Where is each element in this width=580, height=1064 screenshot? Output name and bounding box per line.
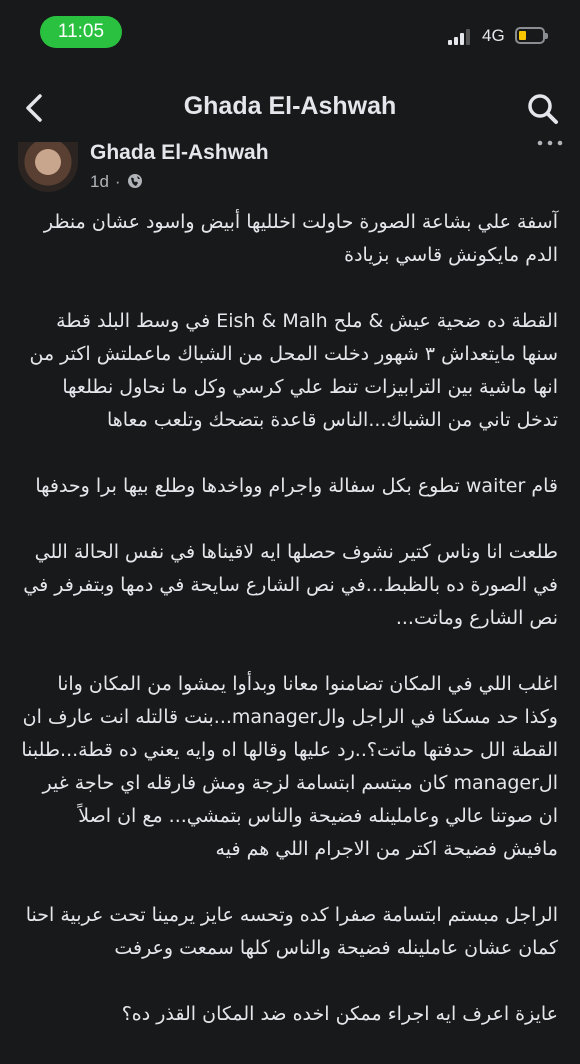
page-title: Ghada El-Ashwah [183,92,397,120]
signal-bars-icon [448,29,476,45]
status-time: 11:05 [40,16,122,48]
post-text [20,206,558,1064]
globe-icon [127,173,143,189]
search-icon[interactable] [526,92,560,126]
network-type: 4G [482,26,505,45]
post-meta [90,172,143,192]
battery-low-icon [515,27,545,44]
more-options-icon[interactable] [536,138,564,148]
post-paragraph: قام waiter تطوع بكل سفالة واجرام وواخدها وطلع بيها برا وحدفها [35,475,558,497]
post-paragraph: اغلب اللي في المكان تضامنوا معانا وبدأوا يمشوا من المكان وانا وكذا حد مسكنا في الراجل والmanager...بنت قالتله انت عارف ان القطة الل حدفتها ماتت؟..رد عليها وقالها اه وايه يعني ده قطة...طلبنا الmanager كان مبتسم ابتسامة لزجة ومش فارقله اي حاجة غير ان صوتنا عالي وعاملينله فضيحة والناس بتمشي... مع ان اصلاً مافيش فضيحة اكتر من الاجرام اللي هم فيه [21,673,558,860]
meta-separator: · [114,172,121,191]
post-time[interactable]: 1d [90,172,109,191]
author-avatar[interactable] [18,142,78,192]
post-paragraph: طلعت انا وناس كتير نشوف حصلها ايه لاقيناها في نفس الحالة اللي في الصورة ده بالظبط...في نص الشارع سايحة في دمها وبتفرفر في نص الشارع وماتت... [23,541,558,629]
top-bar [0,78,580,138]
post-paragraph: القطة ده ضحية عيش & ملح Eish & Malh في وسط البلد قطة سنها مايتعداش ٣ شهور دخلت المحل من الشباك ماعملتش اكتر من انها ماشية بين الترابيزات تنط علي كرسي وكل ما نحاول نطلعها تدخل تاني من الشباك...الناس قاعدة بتضحك وتلعب معاها [29,310,558,431]
post-paragraph: الراجل مبستم ابتسامة صفرا كده وتحسه عايز يرمينا تحت عربية احنا كمان عشان عاملينله فضيحة والناس كلها سمعت وعرفت [25,904,558,959]
post-paragraph: آسفة علي بشاعة الصورة حاولت اخلليها أبيض واسود عشان منظر الدم مايكونش قاسي بزيادة [43,211,558,266]
status-bar [0,0,580,66]
post-paragraph: عايزة اعرف ايه اجراء ممكن اخده ضد المكان القذر ده؟ [121,1003,558,1025]
post-author-name[interactable]: Ghada El-Ashwah [90,141,269,164]
